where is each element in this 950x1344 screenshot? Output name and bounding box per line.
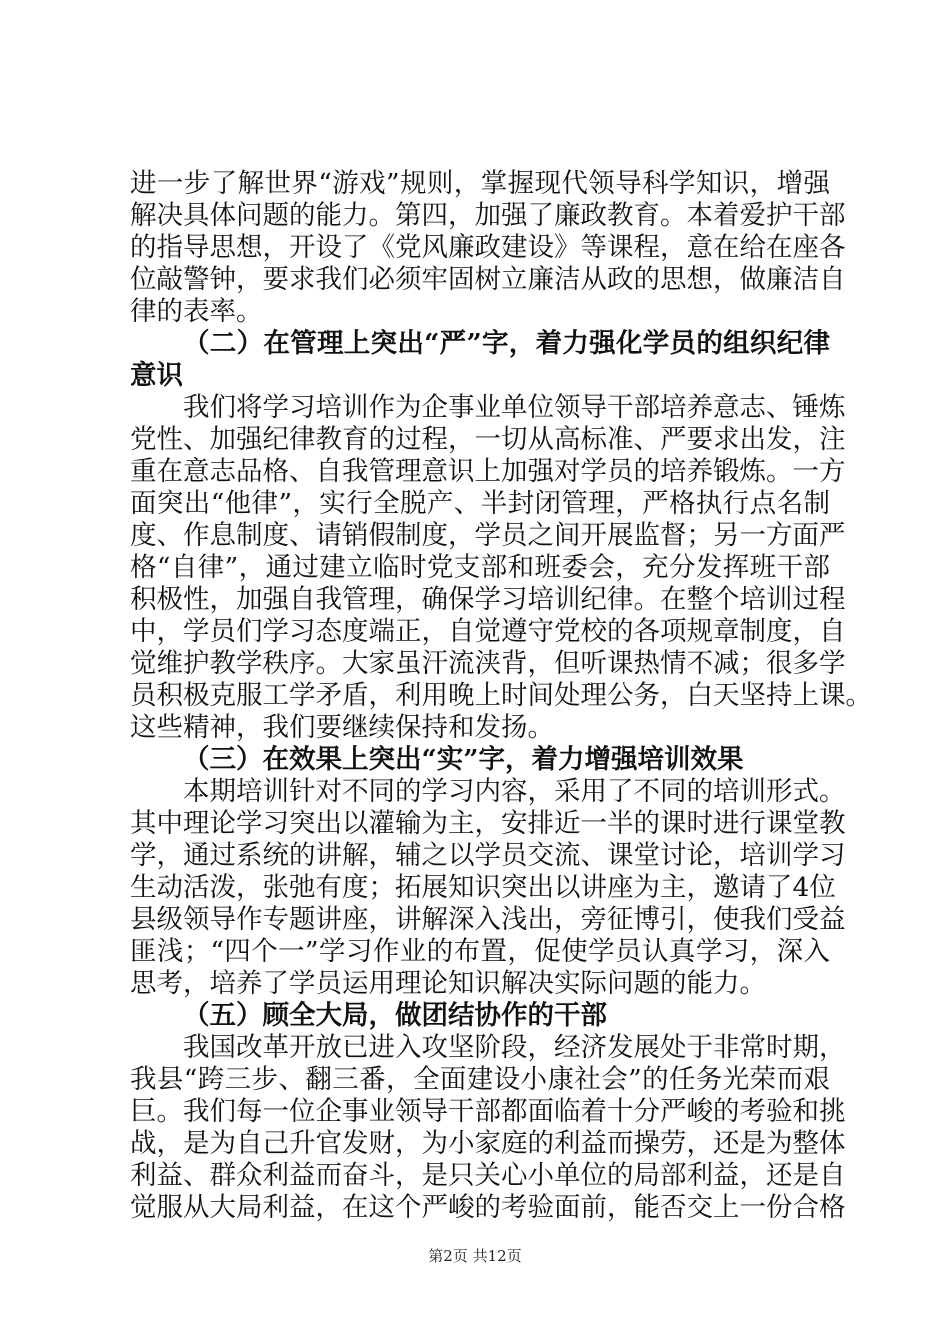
paragraph-line: 位敲警钟，要求我们必须牢固树立廉洁从政的思想，做廉洁自 (130, 264, 846, 295)
paragraph-line: 我国改革开放已进入攻坚阶段，经济发展处于非常时期， (183, 1032, 846, 1063)
page-number-label: 第2页 共12页 (428, 1247, 522, 1265)
paragraph-line: 觉维护教学秩序。大家虽汗流浃背，但听课热情不减；很多学 (130, 648, 846, 679)
paragraph-line: 律的表率。 (130, 296, 263, 327)
paragraph-line: 我们将学习培训作为企事业单位领导干部培养意志、锤炼 (183, 392, 846, 423)
section-heading-line: （五）顾全大局，做团结协作的干部 (183, 1000, 607, 1031)
paragraph-line: 本期培训针对不同的学习内容，采用了不同的培训形式。 (183, 776, 846, 807)
paragraph-line: 这些精神，我们要继续保持和发扬。 (130, 712, 554, 743)
paragraph-line: 学，通过系统的讲解，辅之以学员交流、课堂讨论，培训学习 (130, 840, 846, 871)
paragraph-line: 利益、群众利益而奋斗，是只关心小单位的局部利益，还是自 (130, 1160, 846, 1191)
paragraph-line: 度、作息制度、请销假制度，学员之间开展监督；另一方面严 (130, 520, 846, 551)
paragraph-line: 解决具体问题的能力。第四，加强了廉政教育。本着爱护干部 (130, 200, 846, 231)
paragraph-line: 匪浅；“四个一”学习作业的布置，促使学员认真学习，深入 (130, 936, 830, 967)
paragraph-line: 生动活泼，张弛有度；拓展知识突出以讲座为主，邀请了4位 (130, 872, 836, 903)
section-heading-line: （三）在效果上突出“实”字，着力增强培训效果 (183, 744, 744, 775)
paragraph-line: 员积极克服工学矛盾，利用晚上时间处理公务，白天坚持上课。 (130, 680, 872, 711)
section-heading-line: 意识 (130, 360, 183, 391)
document-body (130, 168, 872, 1224)
paragraph-line: 我县“跨三步、翻三番，全面建设小康社会”的任务光荣而艰 (130, 1064, 830, 1095)
paragraph-line: 其中理论学习突出以灌输为主，安排近一半的课时进行课堂教 (130, 808, 846, 839)
section-heading-line: （二）在管理上突出“严”字，着力强化学员的组织纪律 (183, 328, 830, 359)
paragraph-line: 进一步了解世界“游戏”规则，掌握现代领导科学知识，增强 (130, 168, 830, 199)
paragraph-line: 党性、加强纪律教育的过程，一切从高标准、严要求出发，注 (130, 424, 846, 455)
paragraph-line: 的指导思想，开设了《党风廉政建设》等课程，意在给在座各 (130, 232, 846, 263)
paragraph-line: 战，是为自己升官发财，为小家庭的利益而操劳，还是为整体 (130, 1128, 846, 1159)
paragraph-line: 县级领导作专题讲座，讲解深入浅出，旁征博引，使我们受益 (130, 904, 846, 935)
paragraph-line: 积极性，加强自我管理，确保学习培训纪律。在整个培训过程 (130, 584, 846, 615)
paragraph-line: 巨。我们每一位企事业领导干部都面临着十分严峻的考验和挑 (130, 1096, 846, 1127)
paragraph-line: 觉服从大局利益，在这个严峻的考验面前，能否交上一份合格 (130, 1192, 846, 1223)
paragraph-line: 思考，培养了学员运用理论知识解决实际问题的能力。 (130, 968, 766, 999)
paragraph-line: 重在意志品格、自我管理意识上加强对学员的培养锻炼。一方 (130, 456, 846, 487)
paragraph-line: 面突出“他律”，实行全脱产、半封闭管理，严格执行点名制 (130, 488, 830, 519)
paragraph-line: 格“自律”，通过建立临时党支部和班委会，充分发挥班干部 (130, 552, 830, 583)
page-footer (0, 1246, 950, 1266)
paragraph-line: 中，学员们学习态度端正，自觉遵守党校的各项规章制度，自 (130, 616, 846, 647)
